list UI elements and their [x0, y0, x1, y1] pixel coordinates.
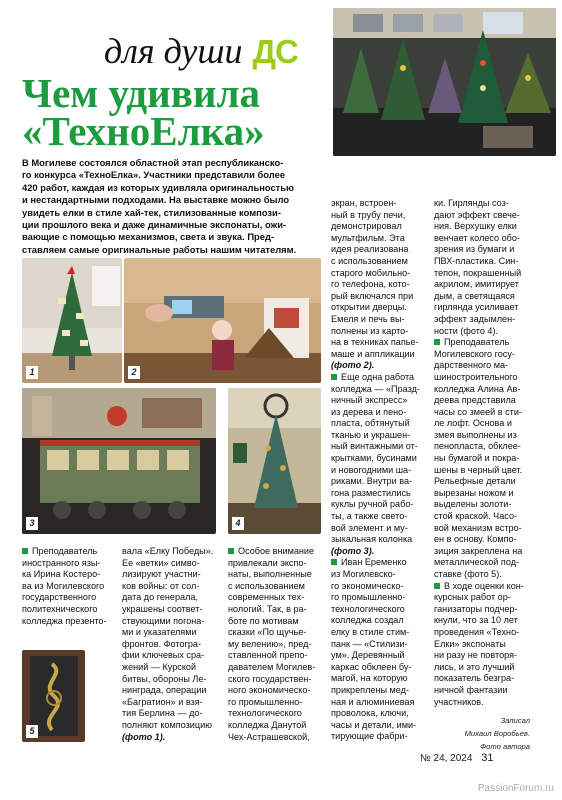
- lead-line: В Могилеве состоялся областной этап республиканско-: [22, 157, 284, 168]
- lead-line: и нестандартными подходами. На выставке можно было: [22, 194, 290, 206]
- photo-1-victory-tree: [22, 258, 122, 383]
- article-headline: [22, 70, 332, 154]
- rubric: [104, 30, 298, 72]
- page-number: 31: [481, 752, 494, 764]
- magazine-logo: ДС: [252, 33, 298, 70]
- bullet-icon: [434, 583, 440, 589]
- bullet-icon: [331, 559, 337, 565]
- lead-paragraph: [22, 157, 327, 256]
- photo-4-steampunk-tree: [228, 388, 321, 534]
- credit-photo: Фото автора: [480, 742, 530, 751]
- photo-3-holiday-express: [22, 388, 216, 534]
- bullet-icon: [228, 548, 234, 554]
- bullet-icon: [22, 548, 28, 554]
- bullet-icon: [434, 339, 440, 345]
- issue-number: № 24, 2024: [420, 753, 473, 764]
- lead-line: го конкурса «ТехноЕлка». Участники представили более: [22, 169, 286, 181]
- photo-2-emelya-stove: [124, 258, 321, 383]
- lead-line: вающие с помощью механизмов, света и звука. Пред-: [22, 231, 275, 243]
- photo-number: 4: [232, 517, 244, 530]
- text-column-1: Преподаватель иностранного язы- ка Ирина Костеро- ва из Могилевского государственного политехнического колледжа презенто-: [22, 546, 107, 626]
- photo-number: 1: [26, 366, 38, 379]
- photo-number: 3: [26, 517, 38, 530]
- credit-recorded: Записал: [500, 716, 530, 725]
- lead-line: 420 работ, каждая из которых удивляла оригинальностью: [22, 181, 295, 193]
- text-column-2: вала «Елку Победы». Ее «ветки» симво- лизируют участни- ков войны: от сол- дата до генерала, украшены соответ- ствующими погона- ми и указателями фронтов. Фотогра- фии ключевых сра- жений — Курской битвы, обороны Ле- нинграда, операции «Багратион» и взя- тия Берлина — до- полняют композицию (фото 1).: [122, 546, 214, 742]
- bullet-icon: [331, 374, 337, 380]
- headline-line-1: Чем удивила: [22, 70, 261, 116]
- lead-line: увидеть елки в стиле хай-тек, стилизованные компози-: [22, 206, 281, 218]
- photo-number: 2: [128, 366, 140, 379]
- credit-author: Михаил Воробьев.: [464, 729, 530, 738]
- lead-line: ции прошлого века и даже динамичные экспонаты, ожи-: [22, 219, 287, 231]
- headline-line-2: «ТехноЕлка»: [22, 108, 265, 154]
- photo-5-snake-clock: [22, 650, 85, 742]
- rubric-title: для души: [104, 31, 243, 71]
- page-footer: [420, 752, 493, 764]
- text-column-4: экран, встроен- ный в трубу печи, демонстрировал мультфильм. Эта идея реализована с использованием старого мобильно- го телефона, кото- рый включался при открытии дверцы. Емеля и печь вы- полнены из карто- на в техниках папье- маше и аппликации (фото 2). Еще одна работа колледжа — «Празд- ничный экспресс» из дерева и пено- пласта, обтянутый тканью и украшен- ный винтажными от- крытками, бусинами и новогодними ша- риками. Внутри ва- гона разместились куклы ручной рабо- ты, а также свето- вой элемент и му- зыкальная колонка (фото 3). Иван Еременко из Могилевско- го экономическо- го промышленно- технологического колледжа создал елку в стиле стим- панк — «Стилизи- ум». Деревянный каркас обклеен бу- магой, на которую прикреплены мед- ная и алюминиевая проволока, ключи, часы и детали, ими- тирующие фабри-: [331, 198, 420, 742]
- article-credits: [430, 714, 530, 753]
- lead-line: ставляем самые оригинальные работы нашим читателям.: [22, 243, 297, 255]
- exhibition-hall-photo: [333, 8, 556, 156]
- text-column-5: ки. Гирлянды соз- дают эффект свече- ния. Верхушку елки венчает колесо обо- зрения из бумаги и ПВХ-пластика. Син- тепон, покрашенный акрилом, имитирует дым, а светящаяся гирлянда усиливает эффект задымлен- ности (фото 4). Преподаватель Могилевского госу- дарственного ма- шиностроительного колледжа Алина Ав- деева представила часы со змеей в сти- ле лофт. Основа и змея выполнены из пенопласта, обклее- ны бумагой и покра- шены в черный цвет. Рельефные детали вырезаны ножом и выделены золоти- стой краской. Часо- вой механизм встро- ен в основу. Компо- зиция закреплена на металлической под- ставке (фото 5). В ходе оценки кон- курсных работ ор- ганизаторы подчер- кнули, что за 10 лет проведения «Техно- Елки» экспонаты ни разу не повторя- лись, и это лучший показатель безгра- ничной фантазии участников.: [434, 198, 524, 707]
- text-column-3: Особое внимание привлекали экспо- наты, выполненные с использованием современных тех- нологий. Так, в ра- боте по мотивам сказки «По щучье- му велению», пред- ставленной препо- давателем Могилев- ского государствен- ного экономическо- го промышленно- технологического колледжа Данутой Чех-Астрашевской,: [228, 546, 316, 742]
- site-watermark: PassionForum.ru: [477, 783, 554, 794]
- photo-number: 5: [26, 725, 38, 738]
